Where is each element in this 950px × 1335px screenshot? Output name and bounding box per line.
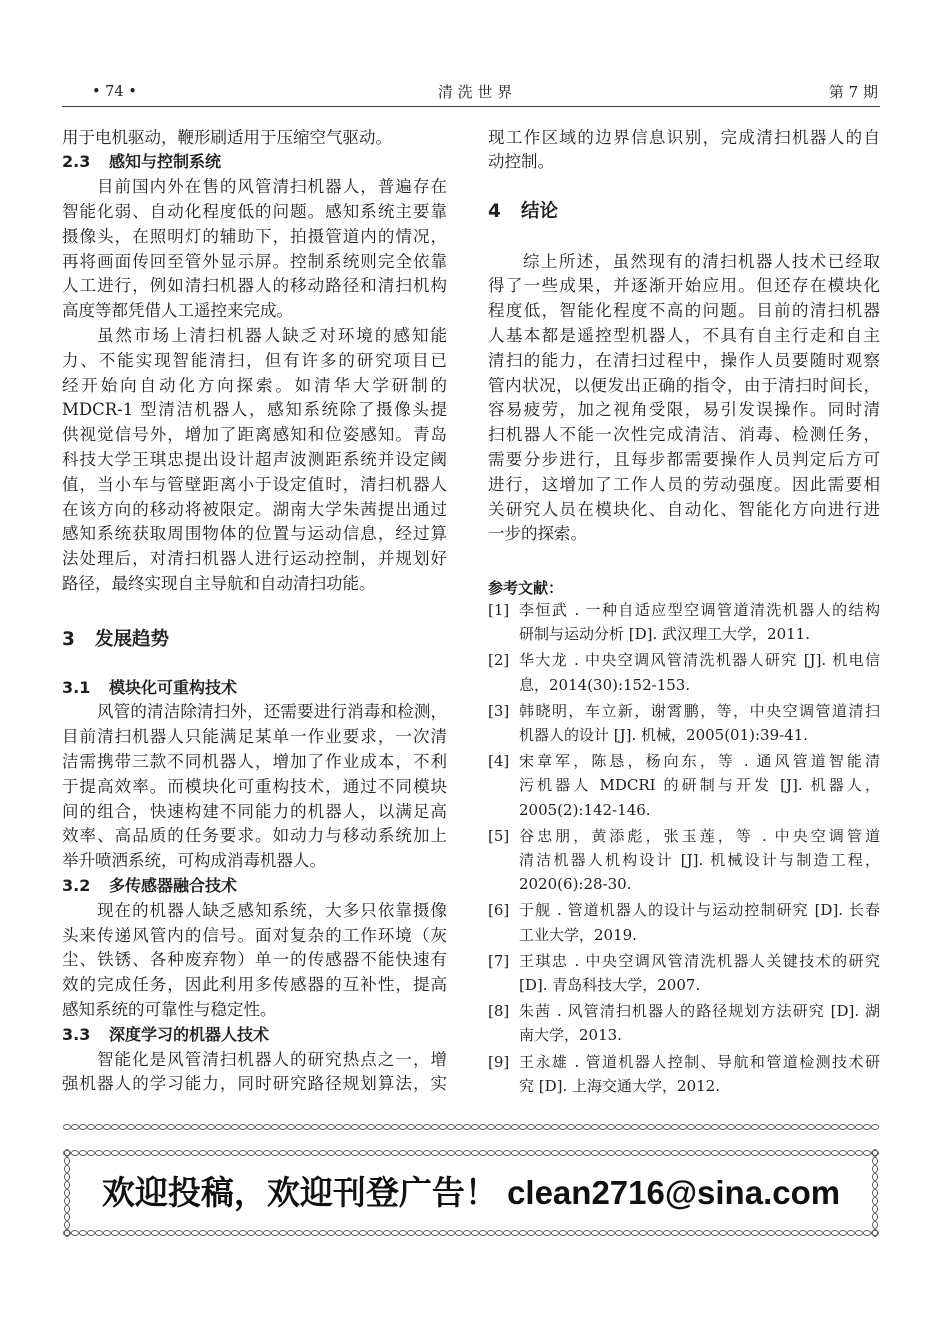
reference-number: [4]: [488, 752, 510, 771]
section-heading-4: [488, 197, 880, 227]
reference-item: [488, 898, 880, 947]
paragraph-line: 智能化弱、自动化程度低的问题。感知系统主要靠: [62, 201, 447, 221]
paragraph-line: 效的完成任务，因此利用多传感器的互补性，提高: [62, 975, 447, 995]
paragraph-line: 头来传递风管内的信号。面对复杂的工作环境（灰: [62, 925, 447, 945]
paragraph-line: 虽然市场上清扫机器人缺乏对环境的感知能: [97, 325, 447, 345]
paragraph-line: 经开始向自动化方向探索。如清华大学研制的: [62, 375, 447, 395]
reference-number: [1]: [488, 600, 510, 619]
paragraph: [62, 700, 447, 874]
section-number: 3.2: [62, 875, 91, 895]
paragraph-line: 效率、高品质的任务要求。如动力与移动系统加上: [62, 826, 447, 846]
section-number: 3.1: [62, 677, 91, 697]
submission-banner: [63, 1149, 879, 1237]
paragraph-line: 尘、铁锈、各种废弃物）单一的传感器不能快速有: [62, 950, 447, 970]
paragraph-line: 强机器人的学习能力，同时研究路径规划算法，实: [62, 1074, 447, 1094]
reference-line: 宋章军，陈恳，杨向东，等 . 通风管道智能清: [519, 752, 880, 771]
paragraph-line: 智能化是风管清扫机器人的研究热点之一，增: [97, 1049, 447, 1069]
reference-item: [488, 824, 880, 897]
reference-number: [2]: [488, 651, 510, 670]
section-heading-3-1: [62, 676, 447, 701]
section-heading-3: [62, 625, 447, 655]
banner-text: [63, 1149, 879, 1237]
reference-line: 2005(2):142-146.: [519, 800, 651, 819]
journal-title: 清 洗 世 界: [437, 83, 513, 101]
reference-line: 华大龙 . 中央空调风管清洗机器人研究 [J]. 机电信: [519, 651, 880, 670]
paragraph-line: 在该方向的移动将被限定。湖南大学朱茜提出通过: [62, 499, 447, 519]
paragraph-line: 举升喷洒系统，可构成消毒机器人。: [62, 851, 326, 871]
section-title: 感知与控制系统: [109, 152, 222, 172]
reference-line: 南大学，2013.: [519, 1026, 622, 1045]
paragraph-line: 力、不能实现智能清扫，但有许多的研究项目已: [62, 350, 447, 370]
reference-line: 朱茜 . 风管清扫机器人的路径规划方法研究 [D]. 湖: [519, 1002, 880, 1021]
paragraph-line: 人工进行，例如清扫机器人的移动路径和清扫机构: [62, 276, 447, 296]
reference-line: 谷忠朋，黄添彪，张玉莲，等 . 中央空调管道: [519, 826, 880, 845]
paragraph: [62, 1048, 447, 1098]
reference-line: 研制与运动分析 [D]. 武汉理工大学，2011.: [519, 625, 810, 644]
section-number: 3.3: [62, 1024, 91, 1044]
paragraph-line: 风管的清洁除清扫外，还需要进行消毒和检测，: [97, 702, 447, 722]
reference-item: [488, 1050, 880, 1099]
paragraph-line: 一步的探索。: [488, 524, 587, 544]
reference-number: [9]: [488, 1052, 510, 1071]
paragraph-line: 用于电机驱动，鞭形刷适用于压缩空气驱动。: [62, 127, 392, 147]
reference-line: 机器人的设计 [J]. 机械，2005(01):39-41.: [519, 725, 809, 744]
reference-line: 王永雄 . 管道机器人控制、导航和管道检测技术研: [519, 1052, 880, 1071]
reference-line: 息，2014(30):152-153.: [519, 675, 691, 694]
reference-item: [488, 648, 880, 697]
section-heading-3-2: [62, 874, 447, 899]
page-number: • 74 •: [92, 84, 137, 100]
paragraph-line: 目前清扫机器人只能满足某单一作业要求，一次清: [62, 727, 447, 747]
reference-line: 李恒武 . 一种自适应型空调管道清洗机器人的结构: [519, 600, 880, 619]
section-title: 模块化可重构技术: [109, 677, 238, 697]
reference-number: [7]: [488, 951, 510, 970]
paragraph-line: 法处理后，对清扫机器人进行运动控制，并规划好: [62, 549, 447, 569]
paragraph-line: 清扫的能力，在清扫过程中，操作人员要随时观察: [488, 350, 880, 370]
paragraph-line: 管内状况，以便发出正确的指令，由于清扫时间长，: [488, 375, 880, 395]
right-column-continuation: [488, 126, 880, 176]
paragraph-line: 值，当小车与管壁距离小于设定值时，清扫机器人: [62, 474, 447, 494]
section-title: 多传感器融合技术: [109, 875, 238, 895]
reference-line: [D]. 青岛科技大学，2007.: [519, 976, 701, 995]
reference-line: 2020(6):28-30.: [519, 875, 632, 894]
paragraph: [62, 899, 447, 1023]
paragraph-line: 目前国内外在售的风管清扫机器人，普遍存在: [97, 177, 447, 197]
paragraph-line: 洁需携带三款不同机器人，增加了作业成本，不利: [62, 751, 447, 771]
reference-item: [488, 699, 880, 748]
left-column-lower: [62, 676, 447, 1098]
paragraph-line: 进行，这增加了工作人员的劳动强度。因此需要相: [488, 474, 880, 494]
reference-line: 工业大学，2019.: [519, 925, 637, 944]
banner-email: clean2716@sina.com: [507, 1174, 841, 1211]
paragraph-line: 动控制。: [488, 152, 554, 172]
reference-line: 究 [D]. 上海交通大学，2012.: [519, 1076, 720, 1095]
paragraph-line: MDCR-1 型清洁机器人，感知系统除了摄像头提: [62, 400, 447, 420]
paragraph-line: 路径，最终实现自主导航和自动清扫功能。: [62, 573, 376, 593]
paragraph-line: 人基本都是遥控型机器人，不具有自主行走和自主: [488, 325, 880, 345]
reference-number: [3]: [488, 701, 510, 720]
section-number: 2.3: [62, 152, 91, 172]
paragraph-line: 于提高效率。而模块化可重构技术，通过不同模块: [62, 776, 447, 796]
paragraph-line: 现在的机器人缺乏感知系统，大多只依靠摄像: [97, 900, 447, 920]
paragraph-line: 感知系统获取周围物体的位置与运动信息，经过算: [62, 524, 447, 544]
paragraph-line: 得了一些成果，并逐渐开始应用。但还存在模块化: [488, 276, 880, 296]
section-title: 发展趋势: [95, 629, 170, 650]
paragraph-line: 程度低，智能化程度不高的问题。目前的清扫机器: [488, 301, 880, 321]
paragraph-line: 扫机器人不能一次性完成清洁、消毒、检测任务，: [488, 425, 880, 445]
section-number: 3: [62, 629, 75, 650]
reference-line: 污机器人 MDCRI 的研制与开发 [J]. 机器人，: [519, 776, 880, 795]
references-list: [488, 598, 880, 1098]
paragraph-line: 高度等都凭借人工遥控来完成。: [62, 301, 293, 321]
section-heading-2-3: [62, 150, 447, 175]
paragraph: [62, 175, 447, 324]
left-column-upper: [62, 126, 447, 597]
paragraph-line: 间的组合，快速构建不同能力的机器人，以满足高: [62, 801, 447, 821]
paragraph-line: 科技大学王琪忠提出设计超声波测距系统并设定阈: [62, 449, 447, 469]
banner-slogan: 欢迎投稿，欢迎刊登广告！: [101, 1174, 498, 1211]
section-heading-3-3: [62, 1023, 447, 1048]
reference-number: [5]: [488, 826, 510, 845]
section-number: 4: [488, 201, 501, 223]
wave-divider: [63, 1123, 879, 1131]
reference-number: [8]: [488, 1002, 510, 1021]
paragraph-line: 需要分步进行，且每步都需要操作人员判定后方可: [488, 449, 880, 469]
reference-number: [6]: [488, 901, 510, 920]
reference-line: 韩晓明，车立新，谢霄鹏，等，中央空调管道清扫: [519, 701, 880, 720]
paragraph-line: 再将画面传回至管外显示屏。控制系统则完全依靠: [62, 251, 447, 271]
header-rule: [62, 106, 880, 107]
reference-line: 于舰 . 管道机器人的设计与运动控制研究 [D]. 长春: [519, 901, 880, 920]
section-title: 深度学习的机器人技术: [109, 1024, 270, 1044]
reference-item: [488, 999, 880, 1048]
reference-line: 王琪忠 . 中央空调风管清洗机器人关键技术的研究: [519, 951, 880, 970]
reference-item: [488, 749, 880, 822]
paragraph-line: 供视觉信号外，增加了距离感知和位姿感知。青岛: [62, 425, 447, 445]
reference-item: [488, 949, 880, 998]
conclusion-paragraph: [488, 250, 880, 548]
reference-item: [488, 598, 880, 647]
paragraph-line: 关研究人员在模块化、自动化、智能化方向进行进: [488, 499, 880, 519]
reference-line: 清洁机器人机构设计 [J]. 机械设计与制造工程，: [519, 851, 880, 869]
paragraph-line: 摄像头，在照明灯的辅助下，拍摄管道内的情况，: [62, 226, 447, 246]
paragraph-line: 综上所述，虽然现有的清扫机器人技术已经取: [523, 251, 880, 271]
section-title: 结论: [521, 201, 559, 223]
references-heading: 参考文献：: [488, 578, 564, 597]
paragraph: [62, 324, 447, 597]
paragraph-line: 容易疲劳，加之视角受限，易引发误操作。同时清: [488, 400, 880, 420]
issue-number: 第 7 期: [828, 83, 878, 101]
paragraph-line: 现工作区域的边界信息识别，完成清扫机器人的自: [488, 127, 880, 147]
paragraph-line: 感知系统的可靠性与稳定性。: [62, 999, 277, 1019]
